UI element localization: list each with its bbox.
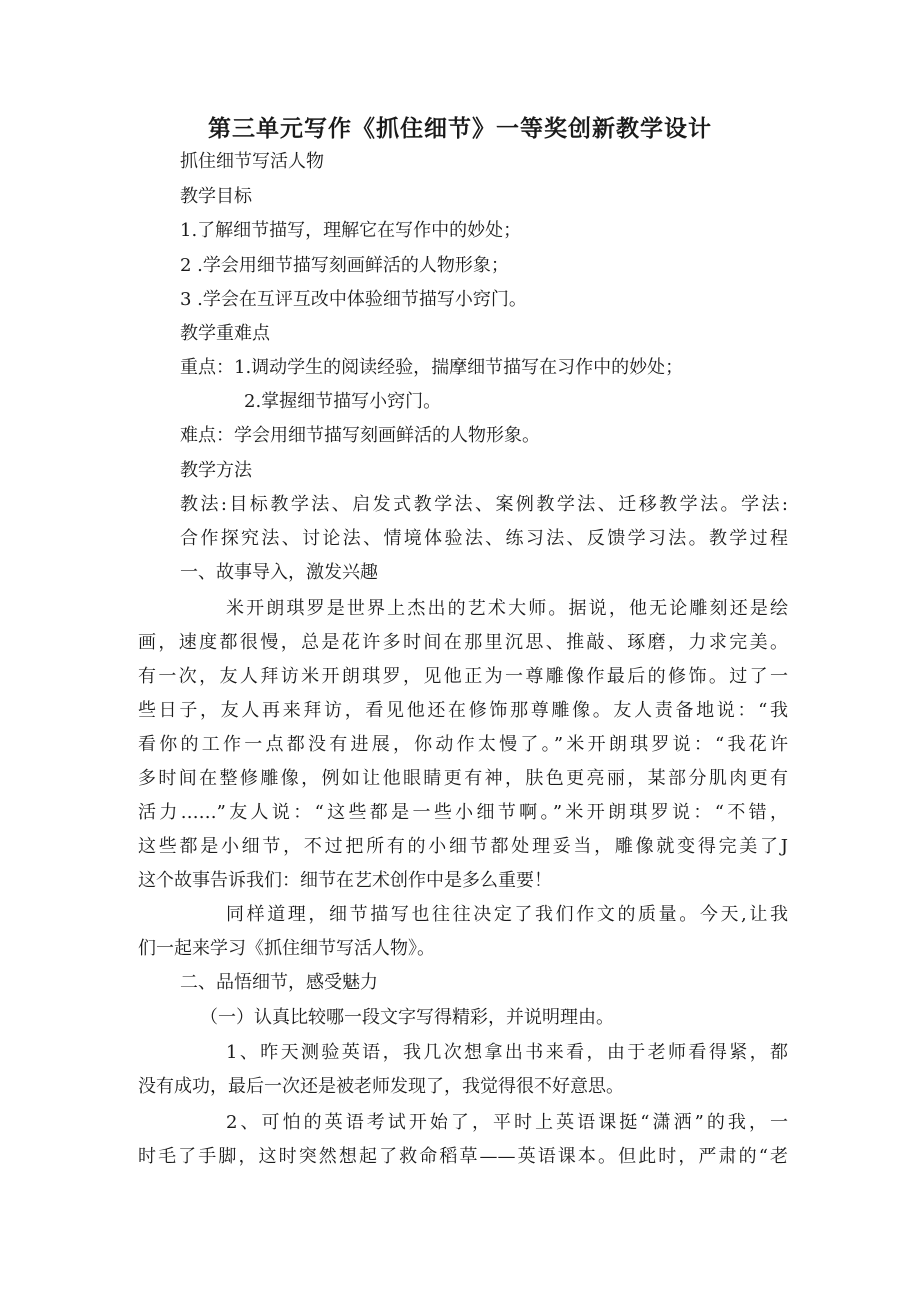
story-line: 这些都是小细节，不过把所有的小细节都处理妥当，雕像就变得完美了J (138, 836, 788, 857)
example-2-line: 2、可怕的英语考试开始了，平时上英语课挺“潇洒”的我，一 (226, 1112, 788, 1133)
story-line: 些日子，友人再来拜访，看见他还在修饰那尊雕像。友人责备地说：“我 (138, 700, 788, 721)
story-line: 活力……”友人说：“这些都是一些小细节啊。”米开朗琪罗说：“不错， (138, 802, 788, 823)
section-1-heading: 一、故事导入，激发兴趣 (180, 562, 378, 583)
story-line: 画，速度都很慢，总是花许多时间在那里沉思、推敲、琢磨，力求完美。 (138, 632, 788, 653)
methods-line: 教法:目标教学法、启发式教学法、案例教学法、迁移教学法。学法: (180, 494, 788, 515)
transition-line: 们一起来学习《抓住细节写活人物》。 (138, 938, 435, 959)
story-line: 有一次，友人拜访米开朗琪罗，见他正为一尊雕像作最后的修饰。过了一 (138, 666, 788, 687)
objectives-heading: 教学目标 (180, 186, 252, 207)
example-1-line: 1、昨天测验英语，我几次想拿出书来看，由于老师看得紧，都 (226, 1042, 788, 1063)
section-2-heading: 二、品悟细节，感受魅力 (180, 972, 378, 993)
key-points-heading: 教学重难点 (180, 323, 270, 344)
objective-item: 2 .学会用细节描写刻画鲜活的人物形象； (180, 255, 509, 276)
section-2-subheading: （一）认真比较哪一段文字写得精彩，并说明理由。 (200, 1007, 614, 1028)
story-line: 看你的工作一点都没有进展，你动作太慢了。”米开朗琪罗说：“我花许 (138, 734, 788, 755)
objective-item: 1.了解细节描写，理解它在写作中的妙处； (180, 220, 522, 241)
example-2-line: 时毛了手脚，这时突然想起了救命稻草——英语课本。但此时，严肃的“老 (138, 1146, 788, 1167)
document-title: 第三单元写作《抓住细节》一等奖创新教学设计 (208, 116, 712, 142)
difficulty-point: 难点：学会用细节描写刻画鲜活的人物形象。 (180, 425, 540, 446)
focus-point-1: 重点：1.调动学生的阅读经验，揣摩细节描写在习作中的妙处； (180, 357, 684, 378)
subtitle: 抓住细节写活人物 (180, 151, 324, 172)
story-line: 多时间在整修雕像，例如让他眼睛更有神，肤色更亮丽，某部分肌肉更有 (138, 768, 788, 789)
story-line: 米开朗琪罗是世界上杰出的艺术大师。据说，他无论雕刻还是绘 (226, 598, 788, 619)
transition-line: 同样道理，细节描写也往往决定了我们作文的质量。今天,让我 (226, 904, 788, 925)
story-line: 这个故事告诉我们：细节在艺术创作中是多么重要！ (138, 870, 552, 891)
focus-point-2: 2.掌握细节描写小窍门。 (244, 391, 442, 412)
example-1-line: 没有成功，最后一次还是被老师发现了，我觉得很不好意思。 (138, 1076, 624, 1097)
objective-item: 3 .学会在互评互改中体验细节描写小窍门。 (180, 289, 527, 310)
methods-line: 合作探究法、讨论法、情境体验法、练习法、反馈学习法。教学过程 (180, 528, 788, 549)
methods-heading: 教学方法 (180, 460, 252, 481)
